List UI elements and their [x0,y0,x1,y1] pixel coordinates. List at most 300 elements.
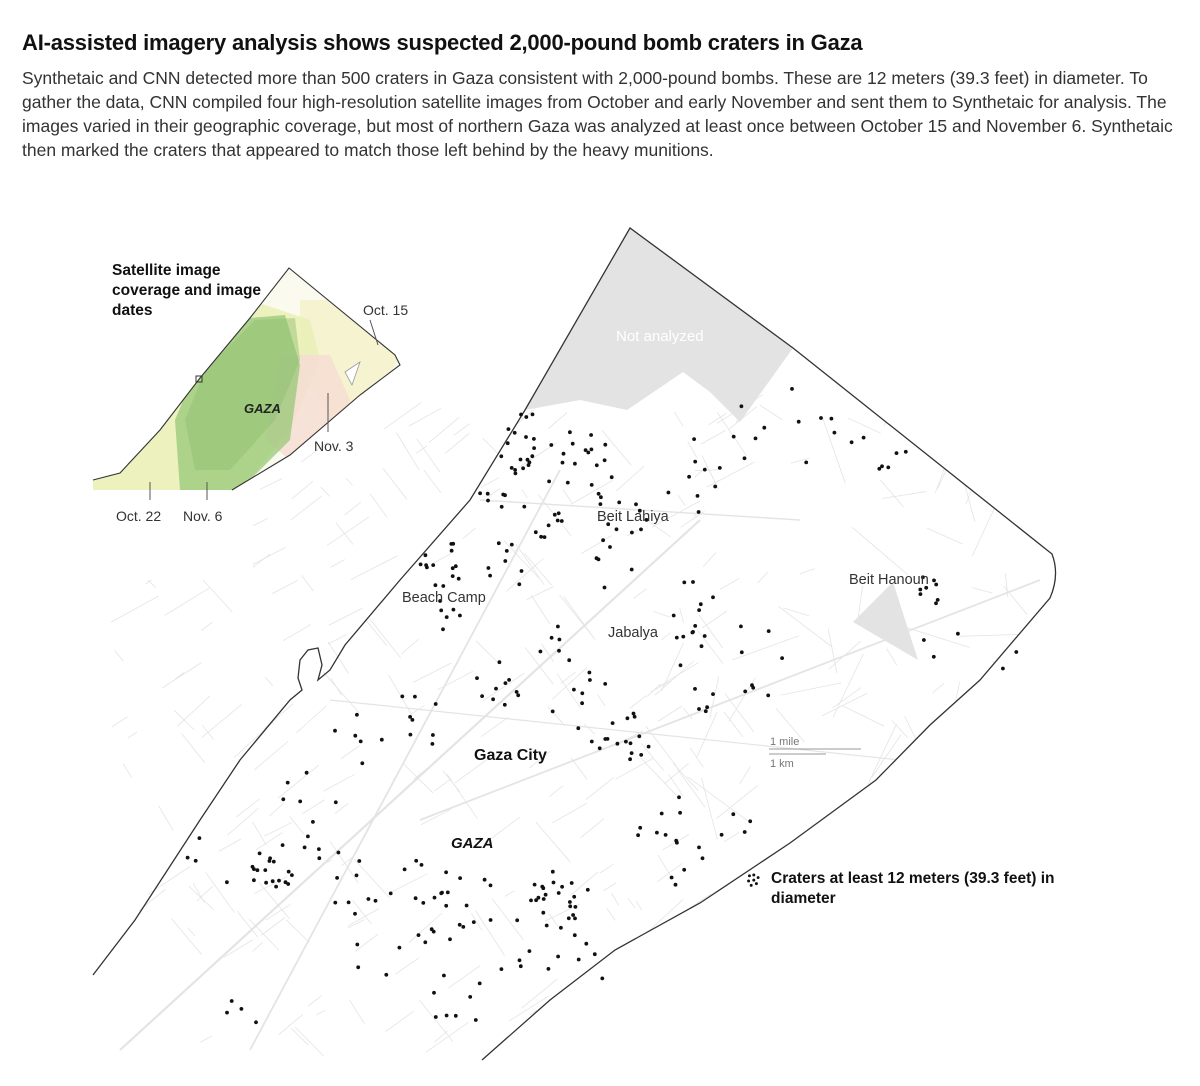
crater-marker [353,912,357,916]
crater-marker [557,649,561,653]
crater-marker [452,608,456,612]
crater-marker [498,660,502,664]
crater-marker [357,859,361,863]
crater-marker [682,581,686,585]
crater-marker [660,812,664,816]
crater-marker [433,896,437,900]
crater-marker [478,982,482,986]
crater-marker [516,693,520,697]
crater-marker [500,967,504,971]
crater-marker [305,771,309,775]
crater-marker [740,650,744,654]
crater-marker [355,943,359,947]
crater-marker [740,404,744,408]
crater-marker [515,918,519,922]
crater-marker [419,563,423,567]
crater-marker [507,678,511,682]
crater-marker [497,541,501,545]
crater-marker [465,904,469,908]
crater-marker [543,535,547,539]
crater-marker [603,586,607,590]
scale-mile-label: 1 mile [770,736,800,748]
crater-marker [524,435,528,439]
crater-marker [696,494,700,498]
crater-marker [576,726,580,730]
crater-marker [518,958,522,962]
crater-marker [703,634,707,638]
crater-marker [367,897,371,901]
crater-marker [588,671,592,675]
crater-marker [431,563,435,567]
crater-marker [355,713,359,717]
crater-marker [544,893,548,897]
crater-marker [636,833,640,837]
crater-marker [552,881,556,885]
crater-marker [480,694,484,698]
crater-marker [333,901,337,905]
crater-marker [603,443,607,447]
crater-marker [556,519,560,523]
crater-marker [317,847,321,851]
crater-marker [458,876,462,880]
crater-marker [743,456,747,460]
crater-marker [489,884,493,888]
scale-km-label: 1 km [770,758,794,770]
crater-marker [584,942,588,946]
crater-marker [545,924,549,928]
crater-marker [198,836,202,840]
crater-marker [595,463,599,467]
crater-marker [560,519,564,523]
crater-marker [442,974,446,978]
crater-marker [700,644,704,648]
crater-marker [743,690,747,694]
crater-marker [389,892,393,896]
crater-marker [790,387,794,391]
place-label-beach-camp: Beach Camp [402,590,486,606]
crater-marker [830,417,834,421]
crater-marker [608,545,612,549]
crater-marker [540,885,544,889]
crater-marker [186,856,190,860]
crater-marker [431,742,435,746]
crater-marker [225,880,229,884]
crater-marker [639,528,643,532]
crater-marker [588,678,592,682]
crater-marker [529,899,533,903]
crater-marker [474,1018,478,1022]
crater-marker [682,868,686,872]
crater-marker [597,492,601,496]
crater-marker [333,729,337,733]
crater-marker [590,448,594,452]
crater-marker [626,716,630,720]
crater-marker [445,1014,449,1018]
crater-marker [677,795,681,799]
crater-marker [194,859,198,863]
crater-marker [287,870,291,874]
crater-marker [572,895,576,899]
crater-marker [697,608,701,612]
crater-marker [515,690,519,694]
crater-marker [486,492,490,496]
crater-marker [414,859,418,863]
crater-marker [570,881,574,885]
crater-marker [423,940,427,944]
crater-marker [629,741,633,745]
crater-marker [514,472,518,476]
crater-marker [611,721,615,725]
crater-marker [833,431,837,435]
crater-marker [522,505,526,509]
crater-marker [599,502,603,506]
crater-marker [750,683,754,687]
crater-marker [705,705,709,709]
crater-marker [499,454,503,458]
crater-marker [571,442,575,446]
crater-marker [417,933,421,937]
crater-marker [268,856,272,860]
crater-marker [359,740,363,744]
crater-marker [306,835,310,839]
crater-marker [421,901,425,905]
crater-marker [697,846,701,850]
crater-marker [506,441,510,445]
crater-marker [488,574,492,578]
crater-marker [895,451,899,455]
crater-marker [400,695,404,699]
crater-marker [932,579,936,583]
crater-marker [767,629,771,633]
crater-marker [420,863,424,867]
crater-marker [414,896,418,900]
crater-marker [487,566,491,570]
crater-marker [624,740,628,744]
crater-marker [298,800,302,804]
crater-marker [691,631,695,635]
crater-marker [335,876,339,880]
place-label-gaza: GAZA [451,835,494,852]
crater-marker [254,1020,258,1024]
crater-marker [922,638,926,642]
crater-marker [532,437,536,441]
crater-marker [519,413,523,417]
crater-marker [556,955,560,959]
crater-marker [547,967,551,971]
crater-marker [630,531,634,535]
crater-marker [434,583,438,587]
crater-marker [334,800,338,804]
crater-marker [675,636,679,640]
crater-marker [638,826,642,830]
crater-marker [766,694,770,698]
crater-marker [630,751,634,755]
crater-marker [520,569,524,573]
legend-label: Craters at least 12 meters (39.3 feet) in diameter [771,870,1055,907]
crater-marker [461,925,465,929]
crater-marker [290,873,294,877]
crater-marker [524,415,528,419]
crater-marker [281,843,285,847]
crater-marker [356,965,360,969]
crater-marker [667,491,671,495]
crater-marker [458,614,462,618]
crater-marker [718,466,722,470]
crater-marker [560,885,564,889]
crater-marker [904,450,908,454]
crater-marker [713,485,717,489]
crater-marker [451,566,455,570]
crater-marker [384,973,388,977]
crater-marker [519,964,523,968]
crater-marker [850,440,854,444]
crater-marker [918,588,922,592]
crater-marker [504,681,508,685]
crater-marker [337,851,341,855]
crater-marker [500,505,504,509]
crater-marker [398,946,402,950]
crater-marker [595,556,599,560]
crater-marker [424,553,428,557]
crater-marker [670,876,674,880]
crater-marker [936,598,940,602]
crater-marker [1001,667,1005,671]
crater-marker [450,549,454,553]
crater-marker [593,952,597,956]
crater-marker [697,510,701,514]
crater-marker [441,584,445,588]
crater-marker [408,715,412,719]
crater-marker [530,454,534,458]
crater-marker [483,878,487,882]
crater-marker [353,734,357,738]
crater-marker [444,904,448,908]
crater-marker [505,549,509,553]
crater-marker [547,480,551,484]
crater-marker [409,733,413,737]
crater-marker [678,811,682,815]
crater-marker [263,868,267,872]
crater-marker [561,461,565,465]
crater-marker [539,650,543,654]
crater-marker [877,467,881,471]
crater-marker [732,435,736,439]
crater-marker [568,904,572,908]
crater-marker [258,852,262,856]
crater-marker [804,461,808,465]
crater-marker [693,460,697,464]
crater-marker [819,416,823,420]
crater-marker [655,831,659,835]
crater-marker [274,885,278,889]
crater-marker [513,468,517,472]
crater-marker [573,933,577,937]
crater-marker [311,820,315,824]
crater-marker [603,682,607,686]
crater-marker [451,574,455,578]
crater-marker [252,878,256,882]
crater-marker [580,691,584,695]
crater-marker [934,601,938,605]
crater-marker [501,493,505,497]
crater-marker [486,499,490,503]
crater-marker [566,481,570,485]
crater-marker [551,710,555,714]
crater-marker [703,468,707,472]
place-label-jabalya: Jabalya [608,625,658,641]
crater-marker [693,624,697,628]
crater-marker [454,1014,458,1018]
crater-marker [568,900,572,904]
crater-marker [542,897,546,901]
crater-marker [550,636,554,640]
crater-marker [862,436,866,440]
crater-marker [754,437,758,441]
crater-marker [457,577,461,581]
crater-marker [448,937,452,941]
crater-marker [748,819,752,823]
crater-marker [711,692,715,696]
crater-marker [431,733,435,737]
crater-marker [586,888,590,892]
inset-title: Satellite image coverage and image dates [112,262,262,319]
crater-marker [681,635,685,639]
crater-marker [403,868,407,872]
crater-marker [225,1011,229,1015]
crater-marker [547,524,551,528]
crater-marker [590,740,594,744]
crater-marker [633,715,637,719]
crater-marker [628,757,632,761]
crater-marker [692,437,696,441]
crater-marker [271,879,275,883]
crater-marker [679,663,683,667]
crater-marker [449,542,453,546]
crater-marker [519,458,523,462]
crater-marker [264,881,268,885]
crater-marker [303,846,307,850]
crater-marker [434,1015,438,1019]
crater-marker [539,535,543,539]
crater-marker [439,609,443,613]
crater-marker [517,582,521,586]
crater-marker [532,446,536,450]
crater-marker [510,543,514,547]
crater-marker [526,458,530,462]
crater-marker [472,920,476,924]
crater-marker [432,991,436,995]
crater-marker [699,602,703,606]
crater-marker [934,583,938,587]
crater-marker [281,797,285,801]
crater-marker [521,466,525,470]
crater-marker [513,431,517,435]
crater-marker [286,781,290,785]
crater-marker [674,883,678,887]
inset-region-label: GAZA [244,401,281,416]
crater-marker [272,860,276,864]
crater-marker [630,568,634,572]
crater-marker [610,475,614,479]
crater-marker [577,958,581,962]
crater-marker [441,627,445,631]
crater-marker [598,746,602,750]
inset-date-oct-22: Oct. 22 [116,508,162,524]
crater-marker [494,687,498,691]
crater-marker [601,538,605,542]
crater-marker [559,926,563,930]
crater-marker [691,580,695,584]
crater-marker [886,466,890,470]
crater-marker [704,709,708,713]
inset-date-nov-3: Nov. 3 [314,438,354,454]
crater-marker [360,761,364,765]
crater-marker [478,491,482,495]
crater-marker [558,638,562,642]
crater-marker [425,566,429,570]
crater-marker [445,615,449,619]
crater-marker [580,701,584,705]
crater-marker [411,718,415,722]
crater-marker [572,688,576,692]
crater-marker [919,592,923,596]
crater-marker [551,870,555,874]
crater-marker [589,433,593,437]
crater-marker [701,856,705,860]
crater-marker [489,918,493,922]
crater-marker [556,625,560,629]
crater-marker [571,913,575,917]
not-analyzed-label: Not analyzed [616,328,704,345]
crater-marker [584,448,588,452]
crater-marker [230,999,234,1003]
crater-marker [647,745,651,749]
page-description: Synthetaic and CNN detected more than 500 craters in Gaza consistent with 2,000-pound bombs. These are 12 meters (39.3 feet) in diameter. To gather the data, CNN compiled four high-resolution satellite images from October and early November and sent them to Synthetaic for analysis. The images varied in their geographic coverage, but most of northern Gaza was analyzed at least once between October 15 and November 6. Synthetaic then marked the craters that appeared to match those left behind by the heavy munitions. [22,68,1173,160]
crater-marker [711,595,715,599]
crater-marker [503,559,507,563]
page-title: AI-assisted imagery analysis shows suspected 2,000-pound bomb craters in Gaza [22,30,863,55]
crater-marker [458,923,462,927]
place-label-beit-hanoun: Beit Hanoun [849,572,929,588]
crater-marker [534,898,538,902]
crater-marker [528,949,532,953]
crater-marker [503,703,507,707]
crater-marker [256,868,260,872]
crater-marker [603,458,607,462]
crater-marker [562,452,566,456]
crater-marker [347,901,351,905]
crater-marker [720,833,724,837]
crater-marker [277,879,281,883]
crater-marker [617,501,621,505]
crater-marker [531,413,535,417]
crater-marker [374,899,378,903]
crater-marker [533,883,537,887]
crater-marker [317,856,321,860]
crater-marker [557,511,561,515]
crater-marker [567,916,571,920]
crater-marker [557,891,561,895]
crater-marker [762,426,766,430]
crater-marker [590,483,594,487]
crater-marker [380,738,384,742]
crater-marker [780,656,784,660]
crater-marker [600,977,604,981]
crater-marker [541,911,545,915]
crater-marker [1014,650,1018,654]
crater-marker [567,658,571,662]
crater-marker [252,867,256,871]
